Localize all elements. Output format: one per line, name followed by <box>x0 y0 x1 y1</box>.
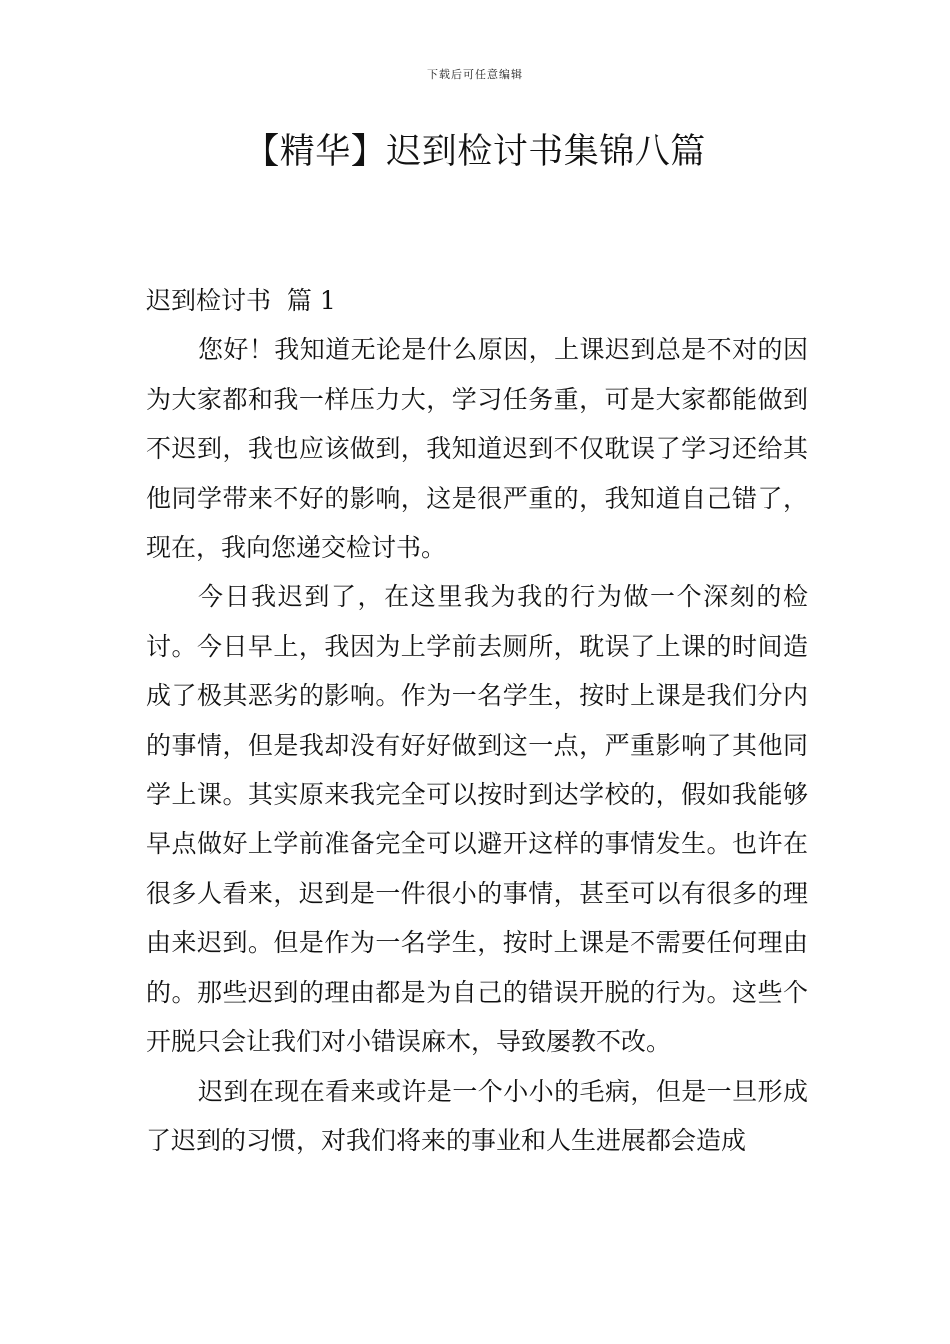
paragraph-3: 迟到在现在看来或许是一个小小的毛病，但是一旦形成了迟到的习惯，对我们将来的事业和人生进展都会造成 <box>146 1076 808 1155</box>
section-heading: 迟到检讨书 篇 1 <box>146 286 336 315</box>
document-title: 【精华】迟到检讨书集锦八篇 <box>244 132 706 172</box>
page-header-note: 下载后可任意编辑 <box>427 68 523 81</box>
paragraph-2: 今日我迟到了，在这里我为我的行为做一个深刻的检讨。今日早上，我因为上学前去厕所，耽误了上课的时间造成了极其恶劣的影响。作为一名学生，按时上课是我们分内的事情，但是我却没有好好做到这一点，严重影响了其他同学上课。其实原来我完全可以按时到达学校的，假如我能够早点做好上学前准备完全可以避开这样的事情发生。也许在很多人看来，迟到是一件很小的事情，甚至可以有很多的理由来迟到。但是作为一名学生，按时上课是不需要任何理由的。那些迟到的理由都是为自己的错误开脱的行为。这些个开脱只会让我们对小错误麻木，导致屡教不改。 <box>146 582 808 1057</box>
paragraph-1: 您好！我知道无论是什么原因，上课迟到总是不对的因为大家都和我一样压力大，学习任务重，可是大家都能做到不迟到，我也应该做到，我知道迟到不仅耽误了学习还给其他同学带来不好的影响，这是很严重的，我知道自己错了，现在，我向您递交检讨书。 <box>146 335 808 563</box>
document-body <box>146 276 808 1165</box>
